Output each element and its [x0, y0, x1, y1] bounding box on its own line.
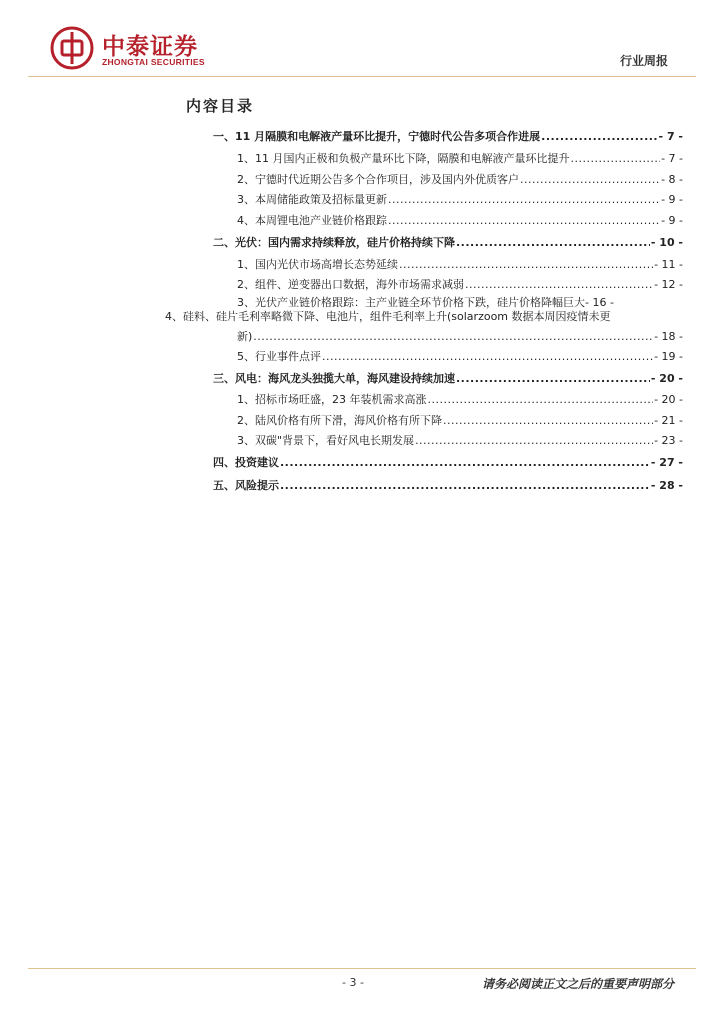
toc-entry-page: - 10 -: [650, 236, 683, 249]
toc-leader-dots: [388, 193, 660, 207]
toc-entry-label: 一、11 月隔膜和电解液产量环比提升，宁德时代公告多项合作进展: [213, 130, 541, 143]
toc-entry-label: 5、行业事件点评: [237, 350, 321, 363]
toc-entry-page: - 18 -: [654, 330, 683, 343]
footer-disclaimer: 请务必阅读正文之后的重要声明部分: [481, 977, 674, 991]
toc-entry-page: - 12 -: [654, 278, 683, 291]
toc-entry-page: - 8 -: [661, 173, 683, 186]
toc-entry-page: - 23 -: [654, 434, 683, 447]
toc-leader-dots: [253, 330, 653, 344]
logo-english-name: ZHONGTAI SECURITIES: [102, 57, 205, 67]
toc-entry-section-3[interactable]: [213, 372, 683, 386]
toc-entry-1-4[interactable]: [237, 214, 683, 228]
toc-entry-label: 2、陆风价格有所下滑，海风价格有所下降: [237, 414, 442, 427]
logo-chinese-name: 中泰证券: [102, 34, 198, 60]
toc-entry-page: - 20 -: [654, 393, 683, 406]
toc-entry-section-4[interactable]: [213, 456, 683, 470]
toc-entry-2-1[interactable]: [237, 258, 683, 272]
toc-entry-2-5[interactable]: [237, 350, 683, 364]
toc-entry-2-3[interactable]: [237, 296, 683, 310]
toc-entry-label: 3、本周储能政策及招标量更新: [237, 193, 387, 206]
toc-entry-page: - 9 -: [661, 193, 683, 206]
toc-entry-page: - 16 -: [585, 296, 614, 309]
toc-leader-dots: [280, 479, 650, 493]
toc-leader-dots: [520, 173, 660, 187]
company-logo: [50, 26, 220, 72]
toc-leader-dots: [456, 236, 650, 250]
toc-entry-label: 1、11 月国内正极和负极产量环比下降，隔膜和电解液产量环比提升: [237, 152, 570, 165]
toc-entry-2-4-line1[interactable]: [165, 310, 683, 324]
toc-entry-2-2[interactable]: [237, 278, 683, 292]
toc-entry-page: - 19 -: [654, 350, 683, 363]
toc-entry-section-2[interactable]: [213, 236, 683, 250]
zhongtai-logo-icon: [50, 26, 94, 70]
report-type: 行业周报: [619, 54, 668, 68]
header-divider: [28, 76, 696, 77]
toc-entry-page: - 20 -: [650, 372, 683, 385]
toc-entry-1-2[interactable]: [237, 173, 683, 187]
toc-entry-label: 三、风电：海风龙头独揽大单，海风建设持续加速: [213, 372, 455, 385]
footer-divider: [28, 968, 696, 969]
toc-entry-label: 1、招标市场旺盛，23 年装机需求高涨: [237, 393, 427, 406]
toc-entry-page: - 11 -: [654, 258, 683, 271]
toc-entry-label: 2、组件、逆变器出口数据，海外市场需求减弱: [237, 278, 464, 291]
toc-entry-2-4-line2[interactable]: [237, 330, 683, 344]
toc-entry-label: 新): [237, 330, 253, 343]
toc-title: 内容目录: [186, 97, 255, 115]
toc-entry-page: - 27 -: [650, 456, 683, 469]
toc-entry-page: - 7 -: [658, 130, 683, 143]
toc-leader-dots: [428, 393, 654, 407]
toc-entry-3-1[interactable]: [237, 393, 683, 407]
toc-entry-label: 1、国内光伏市场高增长态势延续: [237, 258, 398, 271]
toc-entry-page: - 9 -: [661, 214, 683, 227]
toc-leader-dots: [571, 152, 661, 166]
toc-entry-page: - 7 -: [661, 152, 683, 165]
toc-entry-3-3[interactable]: [237, 434, 683, 448]
toc-entry-label: 二、光伏：国内需求持续释放，硅片价格持续下降: [213, 236, 455, 249]
toc-entry-section-5[interactable]: [213, 479, 683, 493]
toc-entry-page: - 28 -: [650, 479, 683, 492]
toc-entry-1-3[interactable]: [237, 193, 683, 207]
toc-leader-dots: [415, 434, 653, 448]
toc-leader-dots: [443, 414, 653, 428]
toc-leader-dots: [456, 372, 650, 386]
toc-entry-1-1[interactable]: [237, 152, 683, 166]
page-header: [0, 0, 724, 80]
toc-leader-dots: [388, 214, 660, 228]
toc-leader-dots: [541, 130, 657, 144]
toc-leader-dots: [280, 456, 650, 470]
toc-entry-label: 4、本周锂电池产业链价格跟踪: [237, 214, 387, 227]
toc-entry-label: 4、硅料、硅片毛利率略微下降、电池片，组件毛利率上升(solarzoom 数据本周因疫情未更: [165, 310, 611, 323]
toc-entry-3-2[interactable]: [237, 414, 683, 428]
page-number: - 3 -: [342, 976, 364, 989]
toc-entry-label: 3、双碳"背景下，看好风电长期发展: [237, 434, 415, 447]
toc-entry-label: 五、风险提示: [213, 479, 279, 492]
toc-leader-dots: [465, 278, 653, 292]
toc-entry-page: - 21 -: [654, 414, 683, 427]
toc-entry-label: 四、投资建议: [213, 456, 279, 469]
toc-leader-dots: [322, 350, 653, 364]
toc-leader-dots: [399, 258, 653, 272]
toc-entry-label: 2、宁德时代近期公告多个合作项目，涉及国内外优质客户: [237, 173, 519, 186]
toc-entry-label: 3、光伏产业链价格跟踪：主产业链全环节价格下跌，硅片价格降幅巨大: [237, 296, 585, 309]
toc-entry-section-1[interactable]: [213, 130, 683, 144]
